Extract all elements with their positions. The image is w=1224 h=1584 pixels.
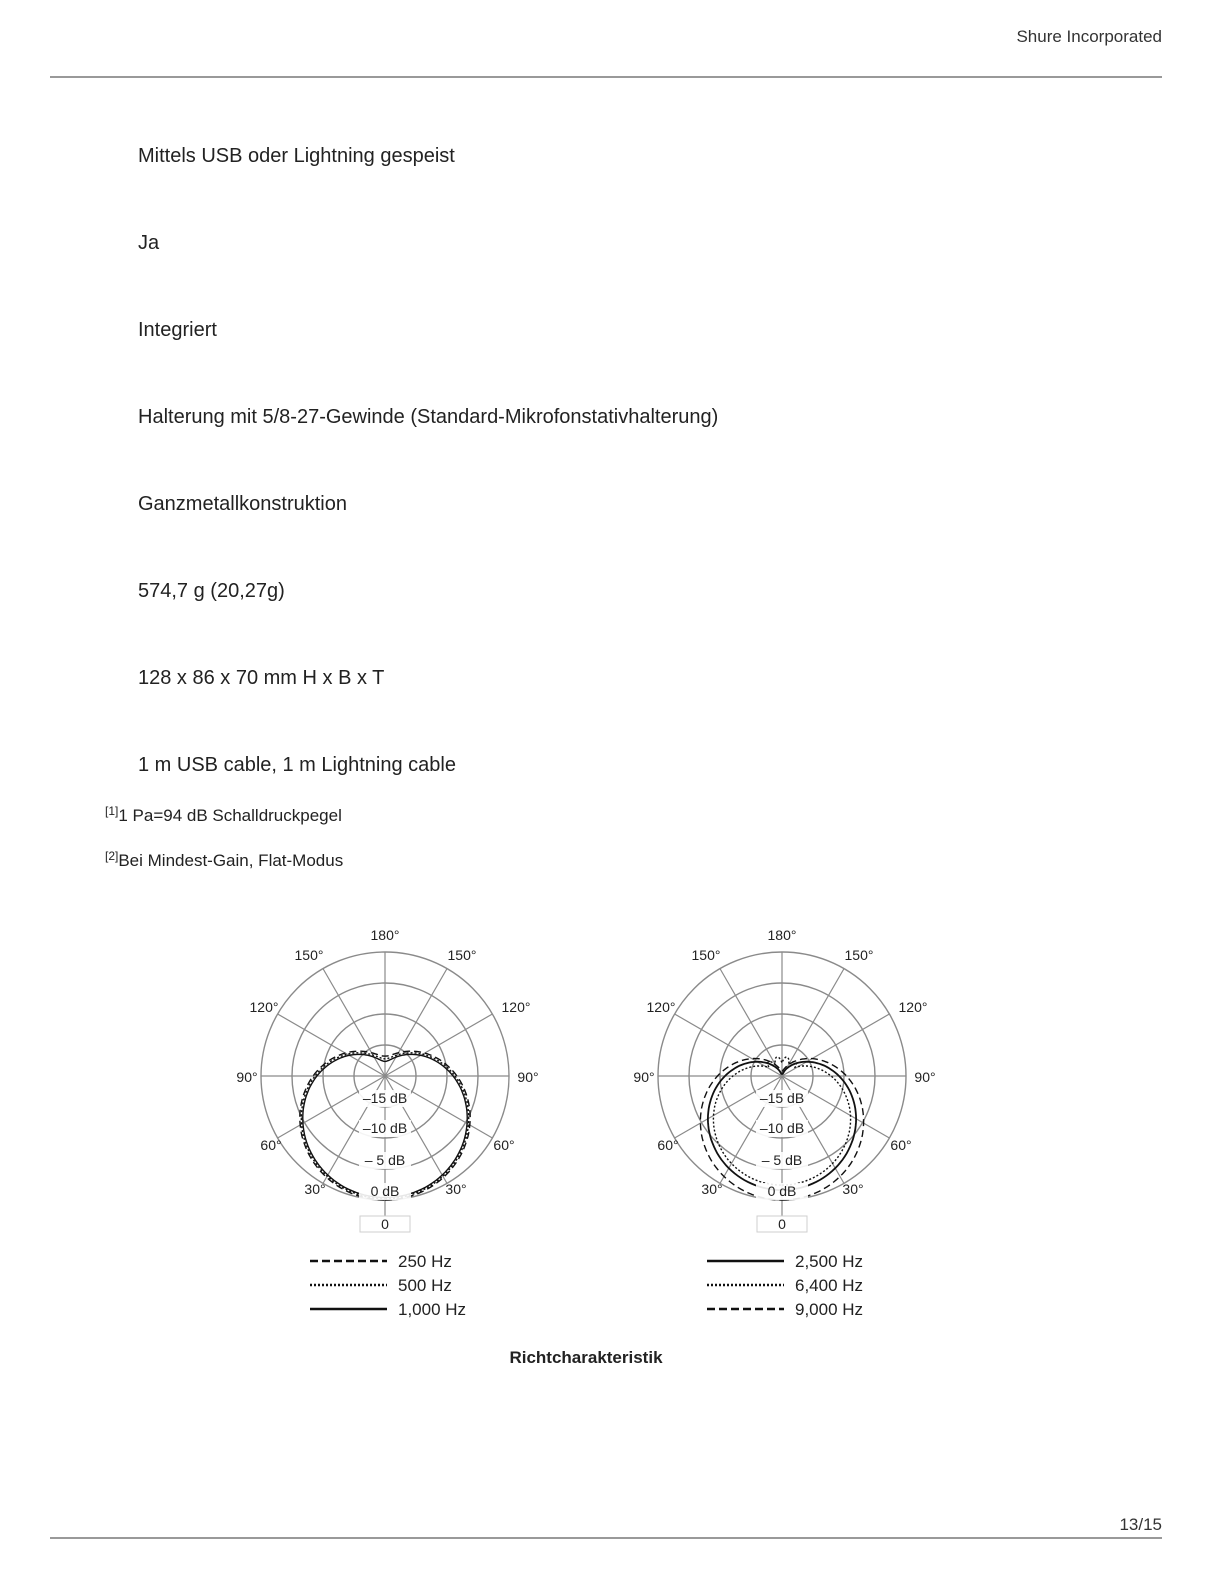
angle-label: 60°: [260, 1137, 282, 1153]
header-rule: [50, 76, 1162, 78]
spec-value: 128 x 86 x 70 mm H x B x T: [138, 667, 385, 689]
angle-label: 180°: [370, 927, 400, 943]
footnote-text: 1 Pa=94 dB Schalldruckpegel: [118, 806, 342, 825]
footnote-2: [105, 849, 343, 871]
spec-value: Mittels USB oder Lightning gespeist: [138, 145, 455, 167]
angle-label: 60°: [890, 1137, 912, 1153]
angle-label: 150°: [691, 947, 721, 963]
angle-label: 30°: [304, 1181, 326, 1197]
angle-label: 180°: [767, 927, 797, 943]
footnote-1: [105, 804, 342, 826]
polar-spoke: [782, 969, 844, 1076]
angle-label: 120°: [898, 999, 928, 1015]
ring-label: –10 dB: [362, 1120, 408, 1136]
spec-value: Halterung mit 5/8-27-Gewinde (Standard-Mikrofonstativhalterung): [138, 406, 719, 428]
legend-label: 500 Hz: [398, 1276, 452, 1295]
legend-label: 6,400 Hz: [795, 1276, 864, 1295]
spec-value: Ja: [138, 232, 160, 254]
angle-label: 120°: [501, 999, 531, 1015]
spec-value: 574,7 g (20,27g): [138, 580, 285, 602]
ring-label: –15 dB: [362, 1090, 408, 1106]
angle-label: 90°: [236, 1069, 258, 1085]
ring-label: –15 dB: [759, 1090, 805, 1106]
footer-rule: [50, 1537, 1162, 1539]
legend-label: 9,000 Hz: [795, 1300, 864, 1319]
polar-spoke: [278, 1014, 385, 1076]
chart-legend: [310, 1252, 466, 1319]
figure-caption: Richtcharakteristik: [509, 1348, 663, 1367]
legend-label: 2,500 Hz: [795, 1252, 864, 1271]
polar-chart-1: [236, 927, 538, 1319]
angle-label: 60°: [657, 1137, 679, 1153]
footnote-text: Bei Mindest-Gain, Flat-Modus: [118, 851, 344, 870]
angle-label-0: 0: [381, 1216, 389, 1232]
angle-label: 30°: [445, 1181, 467, 1197]
polar-chart-2: [633, 927, 935, 1319]
angle-label: 30°: [701, 1181, 723, 1197]
angle-label: 60°: [493, 1137, 515, 1153]
footnote-marker: [2]: [105, 849, 119, 863]
angle-label-0: 0: [778, 1216, 786, 1232]
company-name: Shure Incorporated: [1016, 27, 1162, 46]
ring-label: 0 dB: [370, 1183, 400, 1199]
polar-pattern-figure: [0, 900, 1224, 1340]
angle-label: 30°: [842, 1181, 864, 1197]
ring-label: – 5 dB: [761, 1152, 803, 1168]
ring-label: – 5 dB: [364, 1152, 406, 1168]
chart-legend: [707, 1252, 863, 1319]
polar-spoke: [720, 969, 782, 1076]
spec-value: Integriert: [138, 319, 217, 341]
page-number: 13/15: [1119, 1515, 1162, 1534]
polar-charts: [0, 900, 1224, 1340]
angle-label: 90°: [633, 1069, 655, 1085]
polar-spoke: [385, 1014, 492, 1076]
spec-value: 1 m USB cable, 1 m Lightning cable: [138, 754, 456, 776]
angle-label: 120°: [249, 999, 279, 1015]
angle-label: 120°: [646, 999, 676, 1015]
legend-label: 1,000 Hz: [398, 1300, 467, 1319]
angle-label: 90°: [914, 1069, 936, 1085]
footnote-marker: [1]: [105, 804, 119, 818]
legend-label: 250 Hz: [398, 1252, 452, 1271]
angle-label: 90°: [517, 1069, 539, 1085]
angle-label: 150°: [294, 947, 324, 963]
angle-label: 150°: [844, 947, 874, 963]
polar-spoke: [323, 969, 385, 1076]
angle-label: 150°: [447, 947, 477, 963]
ring-label: –10 dB: [759, 1120, 805, 1136]
ring-label: 0 dB: [767, 1183, 797, 1199]
spec-value: Ganzmetallkonstruktion: [138, 493, 347, 515]
